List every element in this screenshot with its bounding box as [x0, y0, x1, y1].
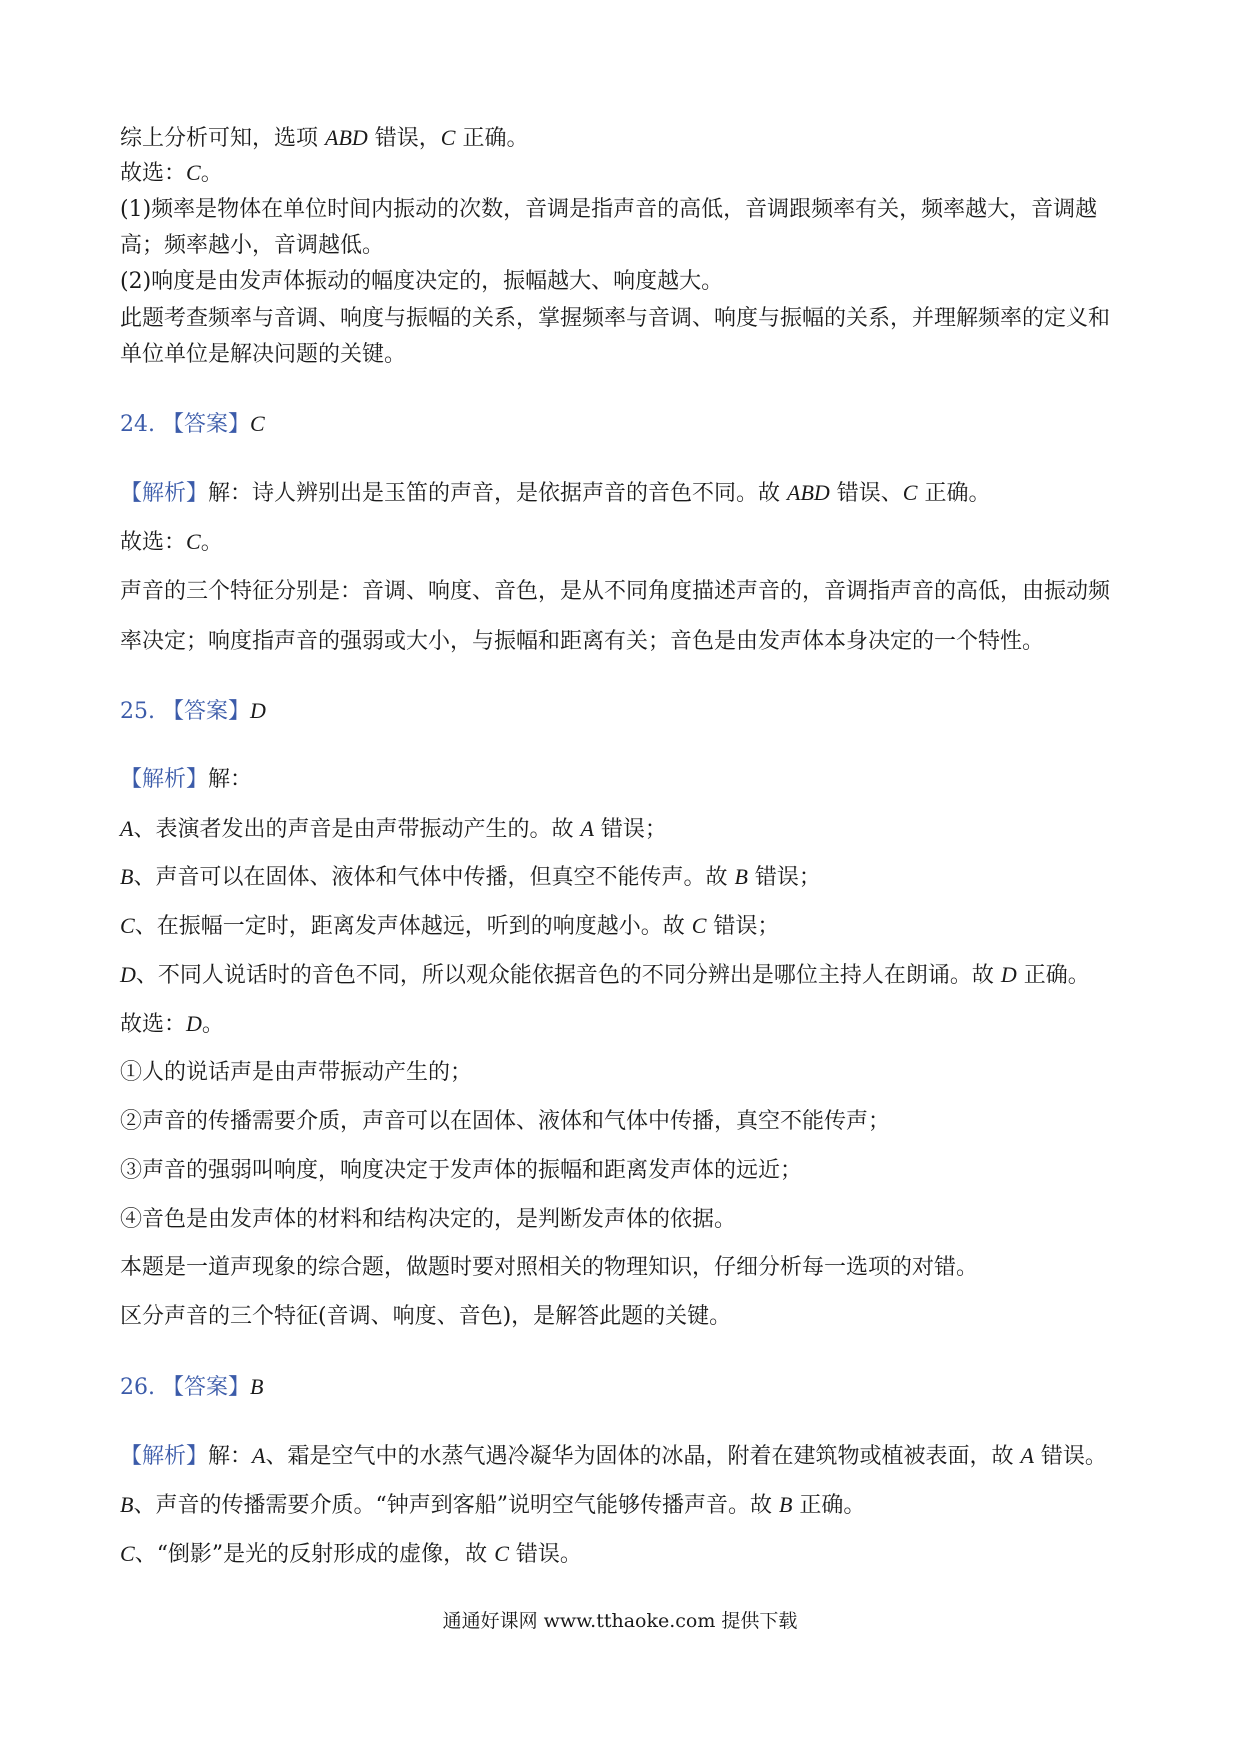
analysis-line-24: 【解析】解：诗人辨别出是玉笛的声音，是依据声音的音色不同。故 ABD 错误、C 正确。	[120, 480, 991, 506]
answer-heading-25: 25. 【答案】D	[120, 698, 266, 724]
text-line: (2)响度是由发声体振动的幅度决定的，振幅越大、响度越大。	[120, 269, 724, 294]
answer-heading-24: 24. 【答案】C	[120, 411, 265, 437]
answer-heading-26: 26. 【答案】B	[120, 1374, 264, 1400]
option-line-c: C、“倒影”是光的反射形成的虚像，故 C 错误。	[120, 1541, 582, 1567]
page-footer: 通通好课网 www.tthaoke.com 提供下载	[442, 1610, 798, 1632]
text-line: (1)频率是物体在单位时间内振动的次数，音调是指声音的高低，音调跟频率有关，频率越大，音调越	[120, 197, 1098, 222]
text-line: 此题考查频率与音调、响度与振幅的关系，掌握频率与音调、响度与振幅的关系，并理解频率的定义和	[120, 306, 1111, 331]
option-line-a: A、表演者发出的声音是由声带振动产生的。故 A 错误；	[120, 816, 667, 842]
choice-line: 故选：D。	[120, 1011, 224, 1037]
choice-line: 故选：C。	[120, 160, 223, 186]
text-line: 率决定；响度指声音的强弱或大小，与振幅和距离有关；音色是由发声体本身决定的一个特性。	[120, 629, 1045, 654]
option-line-c: C、在振幅一定时，距离发声体越远，听到的响度越小。故 C 错误；	[120, 913, 780, 939]
point-line-2: ②声音的传播需要介质，声音可以在固体、液体和气体中传播，真空不能传声；	[120, 1109, 891, 1134]
choice-line: 故选：C。	[120, 529, 223, 555]
conclusion-line: 综上分析可知，选项 ABD 错误，C 正确。	[120, 125, 529, 151]
option-line-b: B、声音可以在固体、液体和气体中传播，但真空不能传声。故 B 错误；	[120, 864, 821, 890]
point-line-1: ①人的说话声是由声带振动产生的；	[120, 1060, 473, 1085]
option-line-b: B、声音的传播需要介质。“钟声到客船”说明空气能够传播声音。故 B 正确。	[120, 1492, 866, 1518]
point-line-3: ③声音的强弱叫响度，响度决定于发声体的振幅和距离发声体的远近；	[120, 1158, 803, 1183]
analysis-line-25: 【解析】解：	[120, 767, 253, 792]
point-line-4: ④音色是由发声体的材料和结构决定的，是判断发声体的依据。	[120, 1207, 737, 1232]
text-line: 声音的三个特征分别是：音调、响度、音色，是从不同角度描述声音的，音调指声音的高低，由振动频	[120, 579, 1111, 604]
analysis-line-26: 【解析】解：A、霜是空气中的水蒸气遇冷凝华为固体的冰晶，附着在建筑物或植被表面，故 A 错误。	[120, 1443, 1107, 1469]
text-line: 高；频率越小，音调越低。	[120, 233, 385, 258]
text-line: 单位单位是解决问题的关键。	[120, 342, 407, 367]
option-line-d: D、不同人说话时的音色不同，所以观众能依据音色的不同分辨出是哪位主持人在朗诵。故 D 正确。	[120, 962, 1090, 988]
text-line: 区分声音的三个特征(音调、响度、音色)，是解答此题的关键。	[120, 1304, 732, 1329]
text-line: 本题是一道声现象的综合题，做题时要对照相关的物理知识，仔细分析每一选项的对错。	[120, 1255, 979, 1280]
